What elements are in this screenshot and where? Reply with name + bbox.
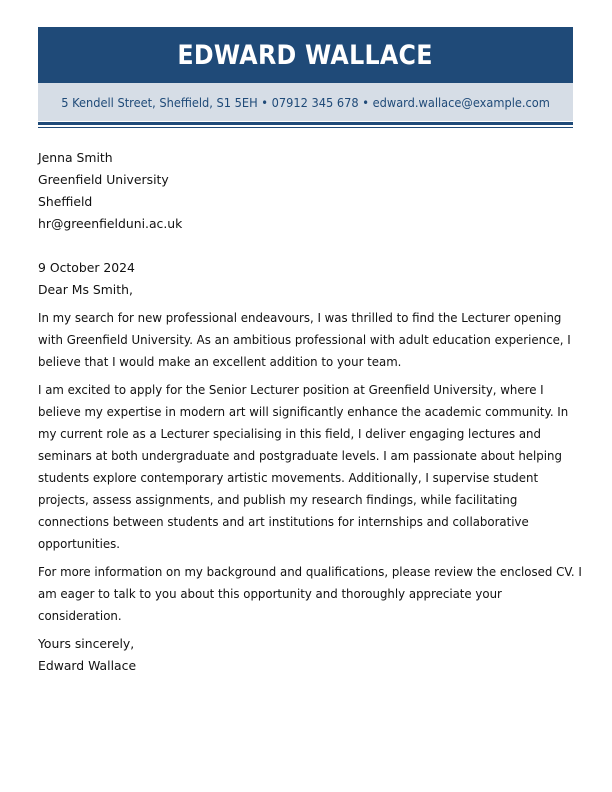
letter-body (38, 147, 582, 677)
header-divider-thick (38, 122, 573, 125)
paragraph-line: connections between students and art institutions for internships and collaborative (38, 514, 529, 529)
salutation-block (38, 279, 578, 301)
paragraph-line: believe that I would make an excellent addition to your team. (38, 354, 402, 369)
paragraph-line: In my search for new professional endeavours, I was thrilled to find the Lecturer opening (38, 310, 562, 325)
header-divider-thin (38, 127, 573, 128)
salutation: Dear Ms Smith, (38, 282, 133, 297)
recipient-address (38, 147, 578, 235)
recipient-organisation: Greenfield University (38, 172, 169, 187)
paragraph-line: opportunities. (38, 536, 120, 551)
paragraph-line: believe my expertise in modern art will significantly enhance the academic community. In (38, 404, 569, 419)
paragraph-intro (38, 307, 578, 373)
applicant-name: EDWARD WALLACE (177, 39, 434, 71)
recipient-email: hr@greenfielduni.ac.uk (38, 216, 183, 231)
signoff-block (38, 633, 578, 677)
paragraph-line: students explore contemporary artistic movements. Additionally, I supervise student (38, 470, 539, 485)
paragraph-line: am eager to talk to you about this opportunity and thoroughly appreciate your (38, 586, 502, 601)
paragraph-line: with Greenfield University. As an ambitious professional with adult education experience, I (38, 332, 571, 347)
contact-details: 5 Kendell Street, Sheffield, S1 5EH • 07912 345 678 • edward.wallace@example.com (61, 94, 550, 110)
paragraph-line: For more information on my background and qualifications, please review the enclosed CV. I (38, 564, 582, 579)
recipient-city: Sheffield (38, 194, 93, 209)
paragraph-line: seminars at both undergraduate and postgraduate levels. I am passionate about helping (38, 448, 562, 463)
valediction: Yours sincerely, (38, 636, 135, 651)
paragraph-line: I am excited to apply for the Senior Lecturer position at Greenfield University, where I (38, 382, 544, 397)
recipient-name: Jenna Smith (38, 150, 113, 165)
contact-band (38, 83, 573, 121)
header-name-band (38, 27, 573, 83)
letter-date: 9 October 2024 (38, 260, 135, 275)
letter-date-block (38, 257, 578, 279)
paragraph-line: my current role as a Lecturer specialising in this field, I deliver engaging lectures and (38, 426, 541, 441)
signature-name: Edward Wallace (38, 658, 137, 673)
paragraph-line: projects, assess assignments, and publish my research findings, while facilitating (38, 492, 518, 507)
paragraph-experience (38, 379, 578, 555)
paragraph-line: consideration. (38, 608, 122, 623)
paragraph-closing (38, 561, 582, 627)
